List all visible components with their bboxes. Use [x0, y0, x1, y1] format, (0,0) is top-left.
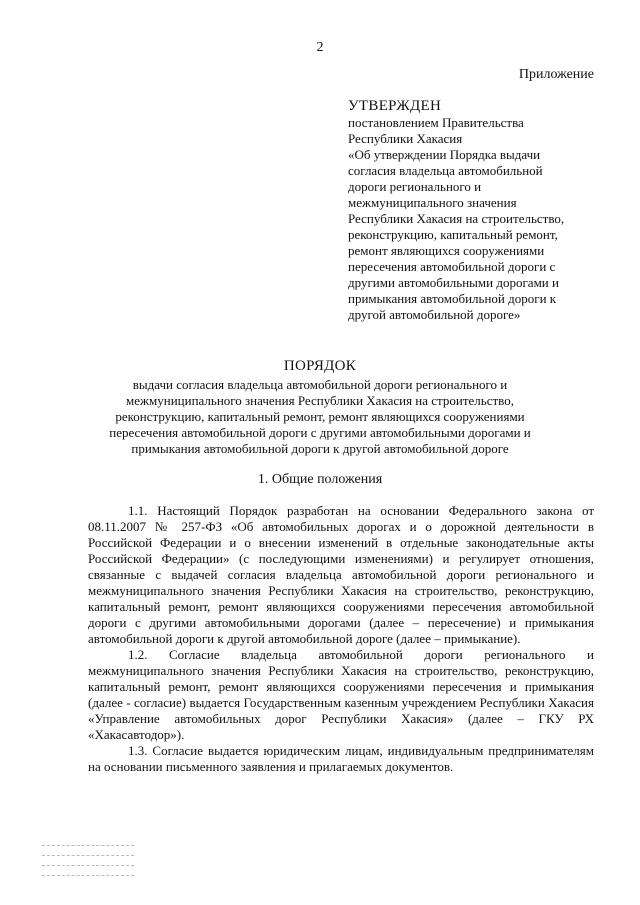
- document-subtitle: [100, 377, 540, 457]
- document-title: ПОРЯДОК: [283, 358, 357, 374]
- subtitle-line: реконструкцию, капитальный ремонт, ремонт являющихся сооружениями: [115, 409, 525, 424]
- approval-quote-line: пересечения автомобильной дороги с: [348, 259, 556, 274]
- stamp-row: [42, 866, 134, 876]
- approval-line: постановлением Правительства: [348, 115, 524, 130]
- page-number: 2: [316, 40, 324, 55]
- approval-line: Республики Хакасия: [348, 131, 463, 146]
- approval-quote-line: другими автомобильными дорогами и: [348, 275, 559, 290]
- stamp-row: [42, 856, 134, 866]
- approval-quote-line: «Об утверждении Порядка выдачи: [348, 147, 541, 162]
- approval-quote-line: примыкания автомобильной дороги к: [348, 291, 557, 306]
- paragraph-1-2: 1.2. Согласие владельца автомобильной дороги регионального и межмуниципального значения Республики Хакасия на строительство, реконструкцию, капитальный ремонт, ремонт являющихся сооружениями пересечения и примыкания (далее - согласие) выдается Государственным казенным учреждением Республики Хакасия «Управление автомобильных дорог Республики Хакасия» (далее – ГКУ РХ «Хакасавтодор»).: [88, 647, 594, 742]
- approval-quote-line: согласия владельца автомобильной: [348, 163, 543, 178]
- approval-quote-line: другой автомобильной дороге»: [348, 307, 521, 322]
- approval-quote-line: ремонт являющихся сооружениями: [348, 243, 545, 258]
- paragraph-1-1: 1.1. Настоящий Порядок разработан на основании Федерального закона от 08.11.2007 № 257-ФЗ «Об автомобильных дорогах и о дорожной деятельности в Российской Федерации и о внесении изменений в отдельные законодательные акты Российской Федерации» (с последующими изменениями) и регулирует отношения, связанные с выдачей согласия владельца автомобильной дороги регионального и межмуниципального значения Республики Хакасия на строительство, реконструкцию, капитальный ремонт, ремонт являющихся сооружениями пересечения автомобильной дороги с другими автомобильными дорогами (далее – пересечение) и примыкания автомобильной дороги к другой автомобильной дороге (далее – примыкание).: [88, 503, 594, 646]
- paragraph-1-3: 1.3. Согласие выдается юридическим лицам, индивидуальным предпринимателям на основании письменного заявления и прилагаемых документов.: [88, 743, 594, 774]
- subtitle-line: межмуниципального значения Республики Хакасия на строительство,: [126, 393, 514, 408]
- section-heading: 1. Общие положения: [257, 472, 383, 487]
- subtitle-line: примыкания автомобильной дороги к другой автомобильной дороге: [131, 441, 509, 456]
- faded-stamp: [42, 836, 134, 876]
- body-text: [88, 503, 594, 775]
- stamp-row: [42, 836, 134, 846]
- approval-block: [348, 97, 594, 323]
- approval-quote-line: межмуниципального значения: [348, 195, 517, 210]
- subtitle-line: пересечения автомобильной дороги с другими автомобильными дорогами и: [109, 425, 531, 440]
- subtitle-line: выдачи согласия владельца автомобильной дороги регионального и: [132, 377, 508, 392]
- stamp-row: [42, 846, 134, 856]
- appendix-label: Приложение: [518, 67, 594, 82]
- approval-quote-line: реконструкцию, капитальный ремонт,: [348, 227, 558, 242]
- approval-title: УТВЕРЖДЕН: [348, 98, 442, 114]
- approval-quote-line: Республики Хакасия на строительство,: [348, 211, 565, 226]
- approval-quote-line: дороги регионального и: [348, 179, 482, 194]
